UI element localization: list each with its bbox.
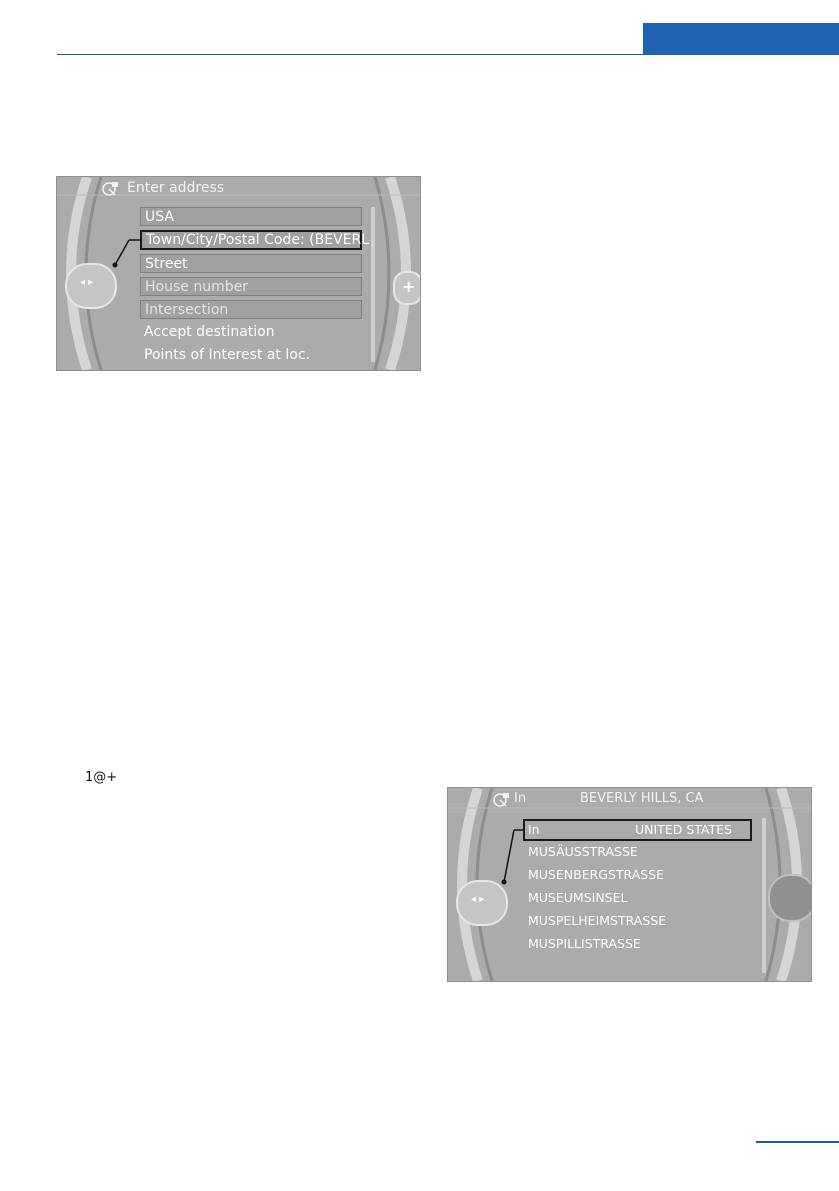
street-list-item[interactable]: MUSPELHEIMSTRASSE: [528, 913, 667, 928]
enter-address-screenshot: [56, 176, 421, 371]
header-rule: [57, 54, 839, 55]
selected-item-prefix: In: [528, 822, 540, 837]
menu-item-town-city[interactable]: Town/City/Postal Code: (BEVERL: [140, 230, 362, 250]
screen-title-location: BEVERLY HILLS, CA: [580, 791, 704, 806]
street-list-item[interactable]: MUSÄUSSTRASSE: [528, 844, 638, 859]
footer-rule: [756, 1141, 839, 1143]
selected-item-country: UNITED STATES: [635, 822, 732, 837]
left-right-arrows-icon: ◂ ▸: [471, 894, 485, 905]
screen-title-prefix: In: [514, 791, 527, 806]
menu-item-accept-destination[interactable]: Accept destination: [144, 324, 275, 340]
callout-line: [57, 177, 420, 370]
plus-icon: +: [402, 277, 416, 296]
street-list-screenshot: [447, 787, 812, 982]
symbol-character-entry: 1@+: [85, 770, 118, 785]
menu-item-country[interactable]: USA: [140, 207, 362, 226]
menu-item-intersection[interactable]: Intersection: [140, 300, 362, 319]
menu-item-house-number[interactable]: House number: [140, 277, 362, 296]
street-list-item[interactable]: MUSENBERGSTRASSE: [528, 867, 665, 882]
left-right-arrows-icon: ◂ ▸: [80, 277, 94, 288]
street-list-item[interactable]: MUSPILLISTRASSE: [528, 936, 641, 951]
callout-line-2: [448, 788, 811, 981]
menu-item-points-of-interest[interactable]: Points of Interest at loc.: [144, 347, 310, 363]
menu-item-street[interactable]: Street: [140, 254, 362, 273]
screen-title: Enter address: [127, 180, 225, 196]
street-list-item[interactable]: MUSEUMSINSEL: [528, 890, 628, 905]
chapter-tab: [643, 23, 839, 55]
